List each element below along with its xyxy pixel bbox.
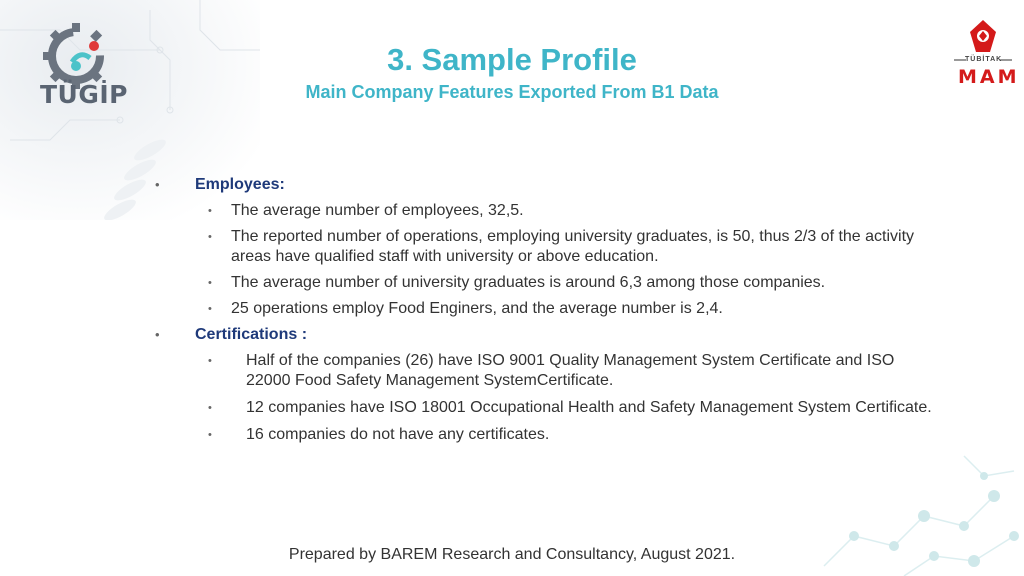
list-item	[150, 201, 940, 221]
list-item	[150, 299, 940, 319]
bullet-icon: •	[208, 303, 212, 315]
content-body	[150, 175, 940, 452]
bullet-icon: •	[155, 177, 160, 192]
list-item-text: 12 companies have ISO 18001 Occupational Health and Safety Management System Certificate.	[246, 399, 932, 416]
list-item-text: The average number of employees, 32,5.	[231, 202, 524, 219]
list-item	[150, 273, 940, 293]
list-item-text: Half of the companies (26) have ISO 9001 Quality Management System Certificate and ISO 22000 Food Safety Management SystemCertificate.	[246, 352, 895, 389]
section-heading: Employees:	[195, 176, 285, 193]
page-subtitle: Main Company Features Exported From B1 Data	[305, 82, 719, 102]
tugip-logo-text: TÜGİP	[40, 80, 128, 109]
page-title: 3. Sample Profile	[387, 42, 637, 77]
section-certifications	[150, 325, 940, 345]
bullet-icon: •	[155, 327, 160, 342]
list-item-text: 25 operations employ Food Enginers, and the average number is 2,4.	[231, 300, 723, 317]
section-employees	[150, 175, 940, 195]
section-heading: Certifications :	[195, 326, 308, 343]
tubitak-label: TÜBİTAK	[965, 56, 1003, 63]
list-item	[150, 227, 940, 267]
bullet-icon: •	[208, 355, 212, 367]
bullet-icon: •	[208, 277, 212, 289]
bullet-icon: •	[208, 205, 212, 217]
footer-credit: Prepared by BAREM Research and Consultancy, August 2021.	[288, 546, 736, 563]
bullet-icon: •	[208, 429, 212, 441]
bullet-icon: •	[208, 402, 212, 414]
list-item-text: The average number of university graduates is around 6,3 among those companies.	[231, 274, 826, 291]
list-item	[150, 425, 940, 445]
list-item	[150, 351, 940, 391]
mam-logo-text: MAM	[958, 66, 1020, 88]
list-item-text: 16 companies do not have any certificates.	[246, 426, 550, 443]
bullet-icon: •	[208, 231, 212, 243]
list-item-text: The reported number of operations, employing university graduates, is 50, thus 2/3 of the activity areas have qualified staff with university or above education.	[231, 228, 915, 265]
list-item	[150, 398, 940, 418]
